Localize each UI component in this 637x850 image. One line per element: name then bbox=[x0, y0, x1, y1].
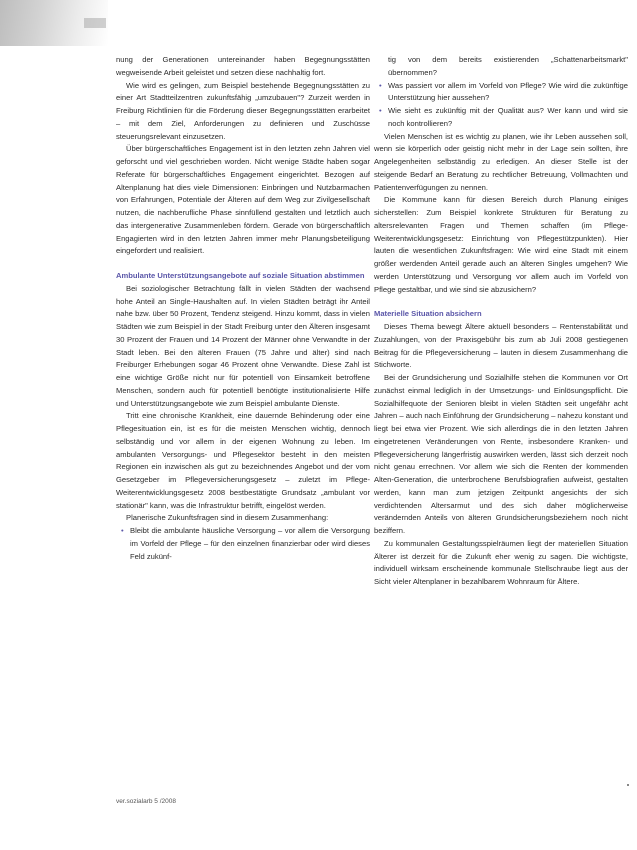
bullet-item: • Bleibt die ambulante häusliche Versorgung – vor allem die Versorgung im Vorfeld der Pflege – für den einzelnen finanzierbar oder wird dieses Feld zukünf- bbox=[130, 525, 370, 563]
paragraph: Wie wird es gelingen, zum Beispiel bestehende Begegnungsstätten zu einer Art Stadtteilzentren zukunftsfähig „umzubauen"? Zurzeit werden in Freiburg Richtlinien für die Förderung dieser Begegnungsstätten erarbeitet – mit dem Ziel, Anforderungen zu definieren und Zuschüsse steuerungsrelevant einzusetzen. bbox=[116, 80, 370, 141]
page-corner-shade bbox=[0, 0, 108, 46]
paragraph: Vielen Menschen ist es wichtig zu planen, wie ihr Leben aussehen soll, wenn sie körperlich oder geistig nicht mehr in der Lage sein sollten, ihre Angelegenheiten selbständig zu erledigen. An dieser Stelle ist der steigende Bedarf an Beratung zu rechtlicher Betreuung, Vollmachten und Patientenverfügungen zu nennen. bbox=[374, 131, 628, 192]
right-text-column bbox=[374, 54, 628, 589]
paragraph: Dieses Thema bewegt Ältere aktuell besonders – Rentenstabilität und Zuzahlungen, von der Praxisgebühr bis zum ab Juli 2008 gestiegenen Beitrag für die Pflegeversicherung – lauten in diesem Zusammenhang die Stichworte. bbox=[374, 322, 628, 370]
section-heading: Materielle Situation absichern bbox=[374, 309, 482, 319]
paragraph: Bei der Grundsicherung und Sozialhilfe stehen die Kommunen vor Ort zunächst einmal lediglich in der Umsetzungs- und Einlösungspflicht. Die Sozialhilfequote der Senioren bleibt in vielen Städten seit ungefähr acht Jahren – auch nach Einführung der Grundsicherung – nahezu konstant und liegt bei etwa vier Prozent. Wie sich allerdings die in den letzten Jahren eingetretenen Veränderungen von Rente, insbesondere Kranken- und Pflegeversicherung längerfristig auswirken werden, lässt sich derzeit noch nicht genau errechnen. Vor allem wie sich die Renten der kommenden Alten-Generation, die unterbrochene Berufsbiografien aufweist, gestalten werden, kann man zum jetzigen Zeitpunkt angesichts der sich verdichtenden Altersarmut und des sich daher möglicherweise verändernden Anteils von älteren Grundsicherungsbeziehern noch nicht beziffern. bbox=[374, 373, 628, 535]
paragraph: Tritt eine chronische Krankheit, eine dauernde Behinderung oder eine Pflegesituation ein, ist es für die meisten Menschen wichtig, dennoch selbständig und vor allem in der eigenen Wohnung zu leben. Im ambulanten Versorgungs- und Pflegesektor besteht in den meisten Regionen ein inzwischen als gut zu bezeichnendes Angebot und der vom Gesetzgeber im Pflegeversicherungsgesetz – zuletzt im Pflege-Weiterentwicklungsgesetz 2008 bestbestätigte Grundsatz „ambulant vor stationär" kann, was die Infrastruktur betrifft, eingelöst werden. bbox=[116, 411, 370, 510]
paragraph: Zu kommunalen Gestaltungsspielräumen liegt der materiellen Situation Älterer ist derzeit für die Zukunft eher wenig zu sagen. Die wichtigste, individuell wirksam erscheinende kommunale Stellschraube liegt aus der Sicht vieler Altenplaner in bezahlbarem Wohnraum für Ältere. bbox=[374, 538, 628, 586]
bullet-item-continued: tig von dem bereits existierenden „Schattenarbeitsmarkt" übernommen? bbox=[388, 55, 628, 77]
corner-mark bbox=[84, 18, 106, 28]
page-footer: ver.sozialarb 5 /2008 bbox=[116, 798, 176, 805]
section-heading: Ambulante Unterstützungsangebote auf soziale Situation abstimmen bbox=[116, 271, 365, 280]
paragraph: nung der Generationen untereinander haben Begegnungsstätten wegweisende Arbeit geleistet und setzen diese nachhaltig fort. bbox=[116, 55, 370, 77]
bullet-item: • Was passiert vor allem im Vorfeld von Pflege? Wie wird die zukünftige Unterstützung hier aussehen? bbox=[388, 80, 628, 106]
bullet-list bbox=[116, 525, 370, 563]
paragraph: Über bürgerschaftliches Engagement ist in den letzten zehn Jahren viel geforscht und viel geschrieben worden. Nicht wenige Städte haben sogar Referate für bürgerschaftliches Engagement eingerichtet. Bezogen auf Altenplanung hat dies viele Dimensionen: Einbringen und Nutzbarmachen von Erfahrungen, Potentiale der Älteren auf dem Weg zur Zivilgesellschaft nutzen, die nachberufliche Phase sinnfüllend gestalten und letztlich auch das intergenerative Zusammenleben fördern. Gerade von bürgerschaftlich Engagierten wird in den letzten Jahren immer mehr Planungsbeteiligung eingefordert und realisiert. bbox=[116, 144, 370, 256]
left-text-column bbox=[116, 54, 370, 563]
paragraph: Die Kommune kann für diesen Bereich durch Planung einiges sicherstellen: Zum Beispiel konkrete Strukturen für Beratung zu altersrelevanten Fragen und Themen schaffen (im Pflege-Weiterentwicklungsgesetz: Einrichtung von Pflegestützpunkten). Hier lauten die wesentlichen Zukunftsfragen: Wie wird eine Stadt mit einem größer werdenden Anteil gerade auch an älteren Singles umgehen? Wie werden Unterstützung und Versorgung vor allem auch im Vorfeld von Pflege gestaltbar, und wie sind sie abzusichern? bbox=[374, 195, 628, 294]
edge-mark bbox=[627, 784, 629, 786]
paragraph: Planerische Zukunftsfragen sind in diesem Zusammenhang: bbox=[126, 513, 329, 523]
bullet-item: • Wie sieht es zukünftig mit der Qualität aus? Wer kann und wird sie noch kontrollieren? bbox=[388, 105, 628, 131]
paragraph: Bei soziologischer Betrachtung fällt in vielen Städten der wachsend hohe Anteil an Single-Haushalten auf. In vielen Städten beträgt ihr Anteil nahe bzw. über 50 Prozent, Tendenz steigend. Hinzu kommt, dass in vielen Städten wie zum Beispiel in der Stadt Freiburg unter den Älteren insgesamt 30 Prozent der Frauen und 14 Prozent der Männer ohne Verwandte in der Stadt leben. Bei den älteren Frauen (75 Jahre und älter) sind nach Freiburger Erhebungen sogar 46 Prozent ohne Verwandte. Diese Zahl ist eine wichtige Größe nicht nur für potentiell von Einsamkeit betroffene Menschen, sondern auch für potentiell benötigte institutionalisierte Hilfe und Unterstützungsangebote wie zum Beispiel ambulante Dienste. bbox=[116, 283, 370, 408]
bullet-list bbox=[374, 54, 628, 131]
